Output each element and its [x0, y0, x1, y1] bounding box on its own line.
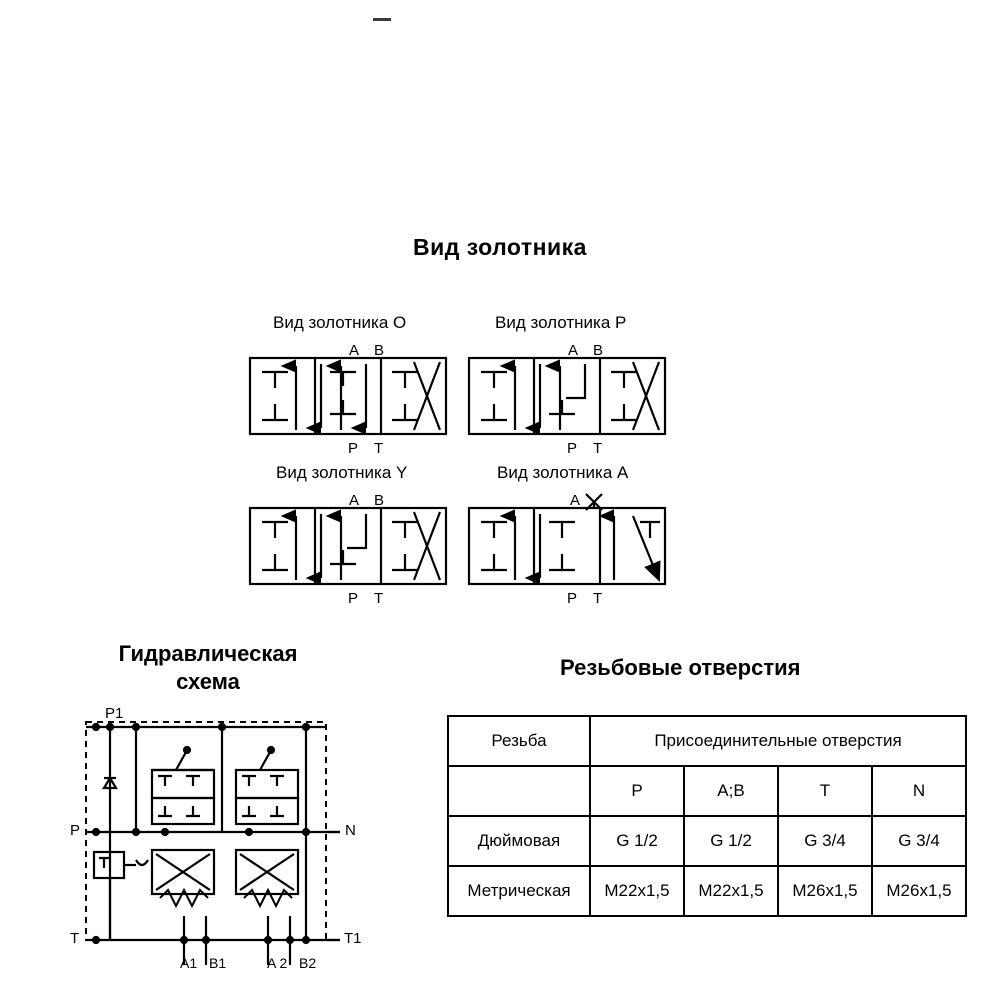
scheme-label-a2: A 2 [267, 955, 288, 971]
threaded-holes-table [447, 715, 967, 917]
spool-caption-p: Вид золотника P [495, 313, 627, 332]
table-cell-metric-ab: M22x1,5 [684, 866, 778, 916]
table-subheader-t: T [778, 766, 872, 816]
table-subheader-ab: A;B [684, 766, 778, 816]
scheme-label-p: P [70, 822, 81, 839]
table-cell-metric-p: M22x1,5 [590, 866, 684, 916]
spool-o-port-p: P [348, 440, 359, 457]
table-row-label-metric: Метрическая [448, 866, 590, 916]
table-row-subheader [448, 766, 966, 816]
table-header-connection-holes: Присоединительные отверстия [590, 716, 966, 766]
hydraulic-scheme-title-line1: Гидравлическая [118, 641, 298, 666]
spool-p-port-p: P [567, 440, 578, 457]
table-cell-inch-n: G 3/4 [872, 816, 966, 866]
table-subheader-p: P [590, 766, 684, 816]
spool-diagram-o [250, 358, 446, 434]
spool-p-port-t: T [593, 440, 603, 457]
spool-o-port-b: B [374, 342, 385, 359]
spool-caption-y: Вид золотника Y [276, 463, 408, 482]
table-row-label-inch: Дюймовая [448, 816, 590, 866]
spool-diagram-y [250, 508, 446, 584]
spool-o-port-t: T [374, 440, 384, 457]
table-row-header [448, 716, 966, 766]
spool-p-port-b: B [593, 342, 604, 359]
top-dash-marker [373, 18, 391, 21]
page-title: Вид золотника [413, 234, 587, 260]
threaded-holes-title: Резьбовые отверстия [560, 655, 801, 680]
spool-diagram-a [469, 494, 665, 584]
scheme-label-t1: T1 [344, 930, 362, 947]
table-cell-inch-ab: G 1/2 [684, 816, 778, 866]
scheme-label-t: T [70, 930, 80, 947]
spool-a-port-p: P [567, 590, 578, 607]
table-subheader-empty [448, 766, 590, 816]
spool-o-port-a: A [349, 342, 360, 359]
table-row [448, 816, 966, 866]
table-cell-metric-t: M26x1,5 [778, 866, 872, 916]
scheme-label-n: N [345, 822, 356, 839]
scheme-label-p1: P1 [105, 705, 124, 722]
table-cell-metric-n: M26x1,5 [872, 866, 966, 916]
table-cell-inch-p: G 1/2 [590, 816, 684, 866]
spool-y-port-t: T [374, 590, 384, 607]
spool-y-port-b: B [374, 492, 385, 509]
spool-y-port-p: P [348, 590, 359, 607]
table-cell-inch-t: G 3/4 [778, 816, 872, 866]
spool-caption-o: Вид золотника O [273, 313, 407, 332]
spool-caption-a: Вид золотника A [497, 463, 629, 482]
spool-a-port-a: A [570, 492, 581, 509]
table-row [448, 866, 966, 916]
scheme-label-a1: A1 [180, 955, 198, 971]
spool-p-port-a: A [568, 342, 579, 359]
table-subheader-n: N [872, 766, 966, 816]
scheme-label-b2: B2 [299, 955, 317, 971]
spool-a-port-t: T [593, 590, 603, 607]
scheme-label-b1: B1 [209, 955, 227, 971]
spool-y-port-a: A [349, 492, 360, 509]
spool-diagram-p [469, 358, 665, 434]
table-header-thread: Резьба [448, 716, 590, 766]
hydraulic-scheme-drawing [86, 722, 340, 965]
hydraulic-scheme-title-line2: схема [176, 669, 240, 694]
hydraulic-scheme-title [58, 640, 358, 696]
